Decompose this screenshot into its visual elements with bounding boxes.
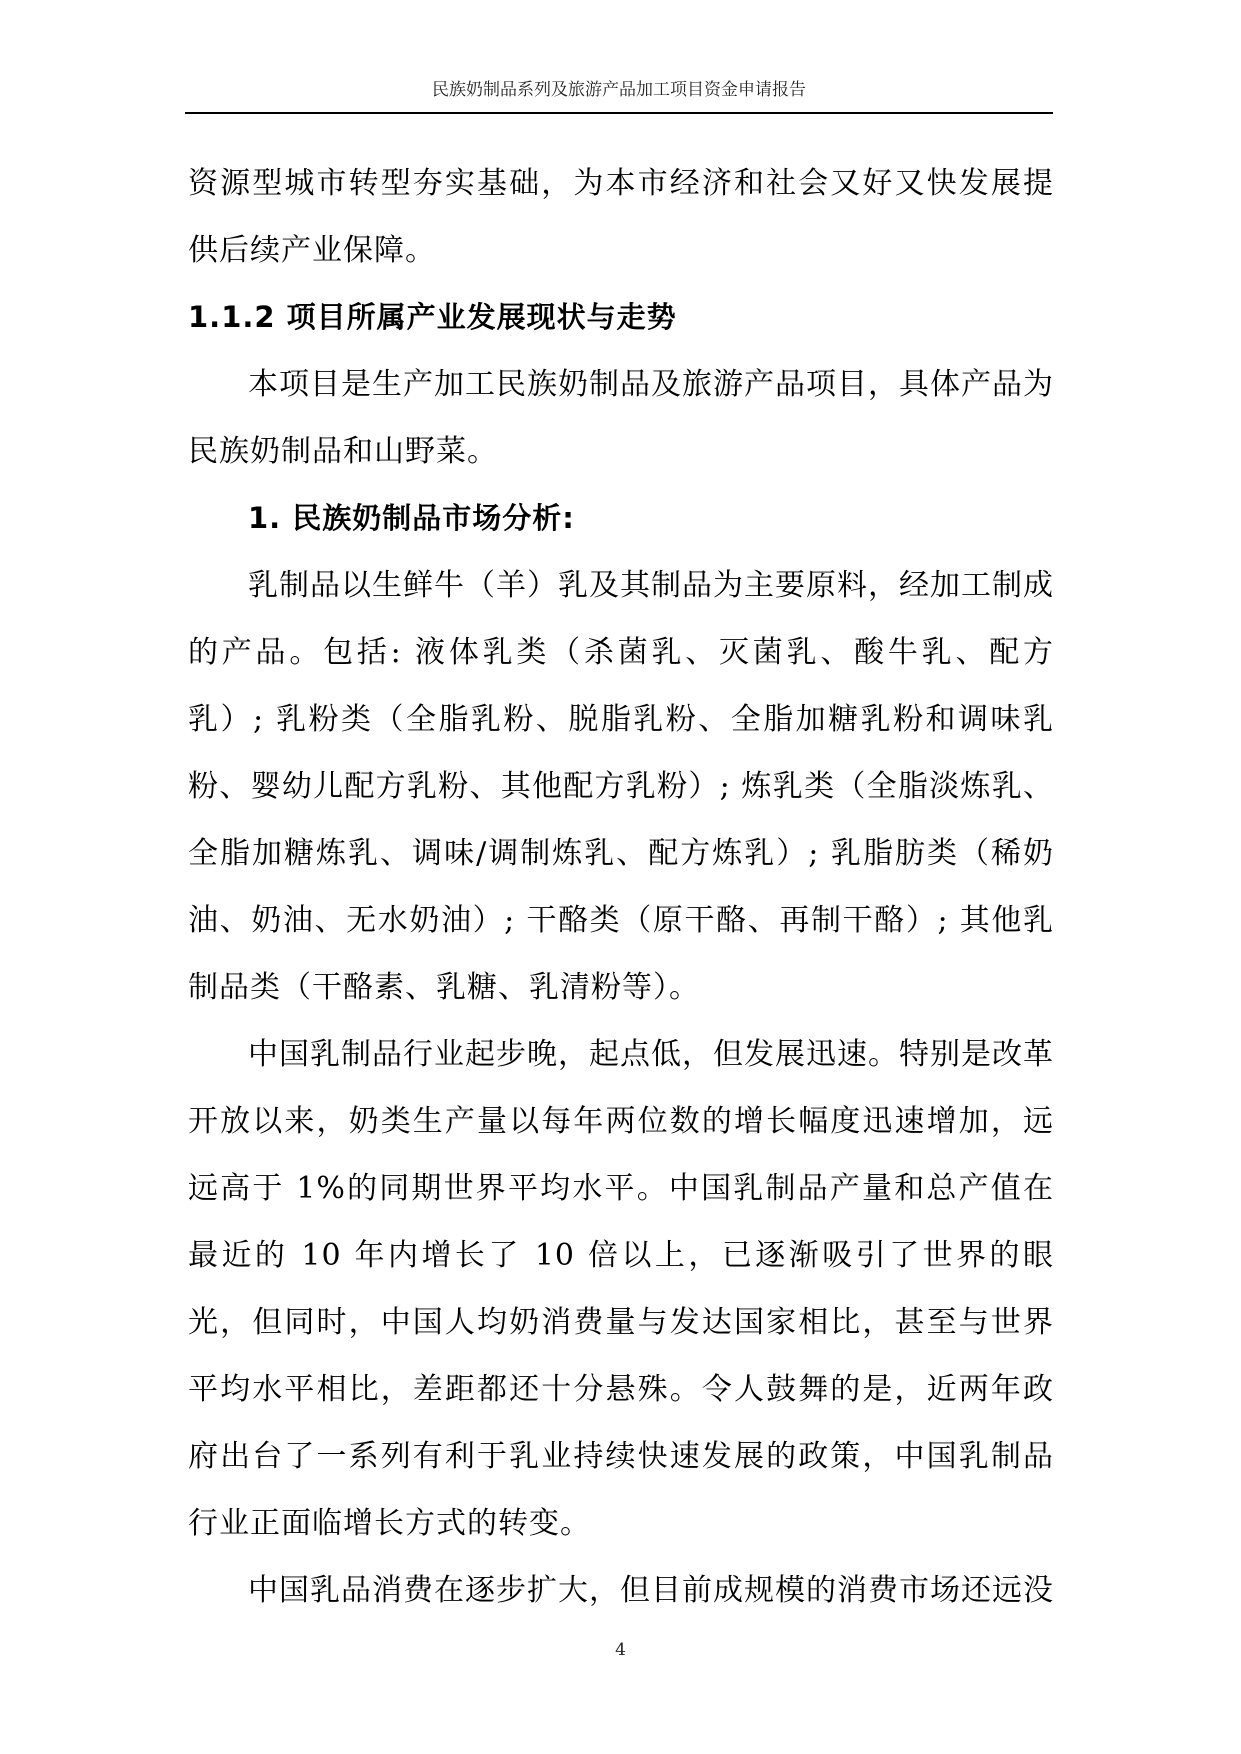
- paragraph-industry-development: 中国乳制品行业起步晚，起点低，但发展迅速。特别是改革开放以来，奶类生产量以每年两位数的增长幅度迅速增加，远远高于 1%的同期世界平均水平。中国乳制品产量和总产值在最近的 10 年内增长了 10 倍以上，已逐渐吸引了世界的眼光，但同时，中国人均奶消费量与发达国家相比，甚至与世界平均水平相比，差距都还十分悬殊。令人鼓舞的是，近两年政府出台了一系列有利于乳业持续快速发展的政策，中国乳制品行业正面临增长方式的转变。: [188, 1037, 1054, 1541]
- section-heading: 1.1.2 项目所属产业发展现状与走势: [188, 300, 677, 334]
- running-header: 民族奶制品系列及旅游产品加工项目资金申请报告: [432, 80, 806, 100]
- document-body: [188, 150, 1054, 1624]
- paragraph-dairy-categories: 乳制品以生鲜牛（羊）乳及其制品为主要原料，经加工制成的产品。包括: 液体乳类（杀菌乳、灭菌乳、酸牛乳、配方乳）; 乳粉类（全脂乳粉、脱脂乳粉、全脂加糖乳粉和调味乳粉、婴幼儿配方乳粉、其他配方乳粉）; 炼乳类（全脂淡炼乳、全脂加糖炼乳、调味/调制炼乳、配方炼乳）; 乳脂肪类（稀奶油、奶油、无水奶油）; 干酪类（原干酪、再制干酪）; 其他乳制品类（干酪素、乳糖、乳清粉等）。: [188, 568, 1054, 1005]
- paragraph-continuation: 资源型城市转型夯实基础，为本市经济和社会又好又快发展提供后续产业保障。: [188, 166, 1054, 268]
- page-number: 4: [615, 1640, 626, 1660]
- paragraph-project-products: 本项目是生产加工民族奶制品及旅游产品项目，具体产品为民族奶制品和山野菜。: [188, 367, 1054, 469]
- paragraph-consumption: 中国乳品消费在逐步扩大，但目前成规模的消费市场还远没: [248, 1573, 1054, 1608]
- subsection-heading: 1. 民族奶制品市场分析:: [248, 501, 575, 535]
- header-divider: [185, 112, 1053, 114]
